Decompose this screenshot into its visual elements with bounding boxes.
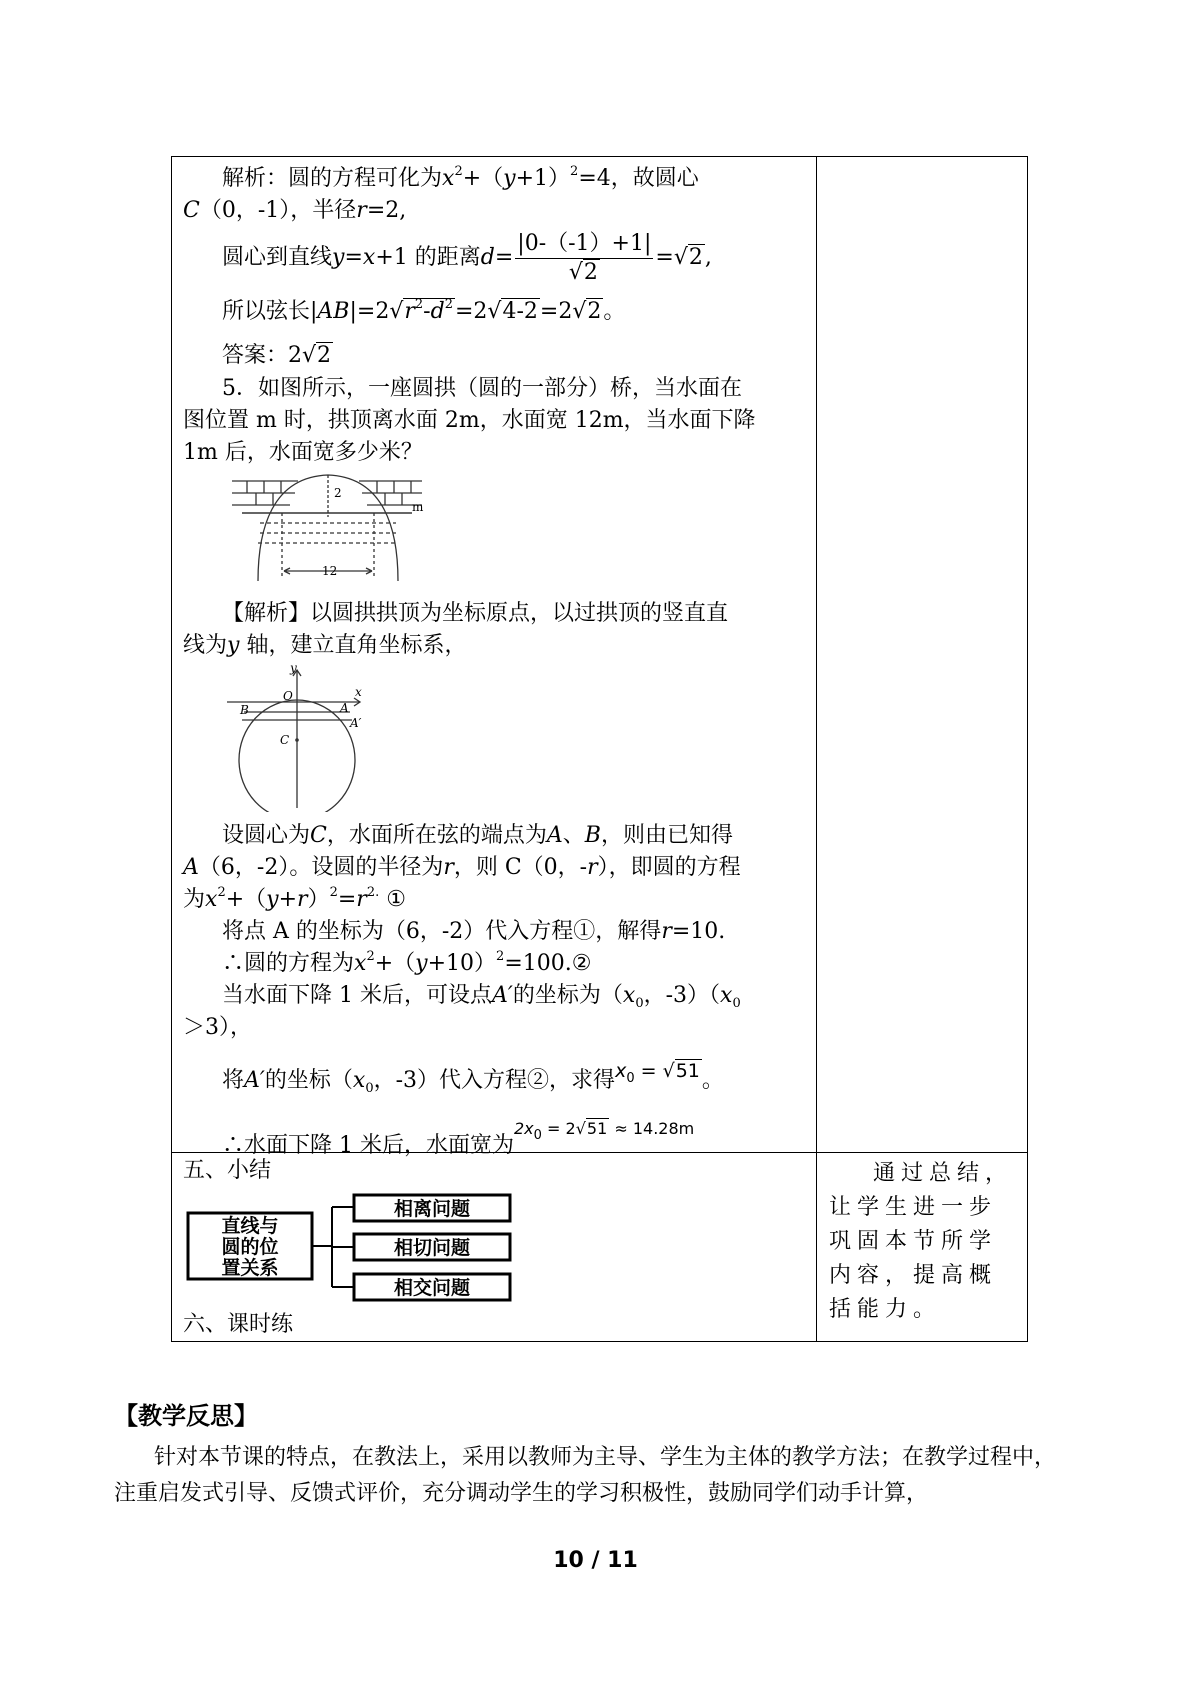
solution-5-line-2: 线为y 轴，建立直角坐标系， <box>183 633 467 658</box>
svg-text:C: C <box>280 733 290 747</box>
problem-5-line-3: 1m 后，水面宽多少米？ <box>183 440 423 465</box>
solution-5-step-7: ＞3）， <box>183 1015 252 1040</box>
solution-5-step-2: A（6，-2）。设圆的半径为r，则 C（0，-r），即圆的方程 <box>183 855 741 880</box>
lesson-table <box>171 156 1028 1342</box>
svg-text:相切问题: 相切问题 <box>393 1237 471 1259</box>
solution-5-step-5: ∴圆的方程为$x^2+(y+10)^2=100.②$ <box>222 949 592 976</box>
solution-5-step-4: 将点 A 的坐标为（6，-2）代入方程①，解得r=10. <box>222 919 726 944</box>
svg-text:x: x <box>355 685 362 699</box>
answer-line: 答案：2√2 <box>222 343 332 368</box>
coordinate-circle-figure <box>172 662 812 812</box>
svg-text:O: O <box>283 689 293 703</box>
svg-text:12: 12 <box>322 564 338 578</box>
solution-5-line-1: 【解析】以圆拱拱顶为坐标原点，以过拱顶的竖直直 <box>222 601 729 626</box>
summary-diagram <box>172 1187 812 1307</box>
svg-text:y: y <box>290 662 297 675</box>
svg-text:B: B <box>240 703 249 717</box>
svg-text:A: A <box>340 701 349 715</box>
problem-5-line-1: 5．如图所示，一座圆拱（圆的一部分）桥，当水面在 <box>222 376 742 401</box>
practice-title: 六、课时练 <box>183 1312 294 1337</box>
reflection-title: 【教学反思】 <box>114 1402 258 1430</box>
solution-5-step-6: 当水面下降 1 米后，可设点A′的坐标为（$x_0$，$-3)(x_0$ <box>222 983 741 1011</box>
solution-5-step-8: 将A′的坐标（$x_0$，-3）代入方程②，求得$x_0 = √51$。 <box>222 1060 724 1096</box>
distance-line: 圆心到直线y=x+1 的距离d= $\frac{|0-(-1)+1|}{√2}$ =√2, <box>222 230 712 285</box>
side-note-cell <box>817 1153 1028 1342</box>
arch-bridge-figure <box>172 469 812 584</box>
analysis-line-1: 解析：圆的方程可化为$x^2+(y+1)^2=4$，故圆心 <box>222 164 699 191</box>
svg-text:置关系: 置关系 <box>221 1257 279 1279</box>
svg-text:直线与: 直线与 <box>221 1215 279 1237</box>
page-number: 10 / 11 <box>553 1548 638 1573</box>
chord-length-line: 所以弦长$|AB|=2√r^2-d^2=2√4-2=2√2$。 <box>222 297 626 324</box>
solution-5-step-1: 设圆心为C，水面所在弦的端点为A、B，则由已知得 <box>222 823 733 848</box>
svg-text:A′: A′ <box>350 716 362 730</box>
svg-text:圆的位: 圆的位 <box>221 1236 279 1258</box>
svg-text:相交问题: 相交问题 <box>393 1277 471 1299</box>
table-row <box>172 157 1028 1153</box>
svg-text:相离问题: 相离问题 <box>393 1198 471 1220</box>
side-note-cell-empty <box>817 157 1028 1153</box>
analysis-cell <box>172 157 817 1158</box>
problem-5-line-2: 图位置 m 时，拱顶离水面 2m，水面宽 12m，当水面下降 <box>183 408 756 433</box>
solution-5-step-3: 为$x^2+(y+r)^2=r^{2.}$ ① <box>183 885 406 912</box>
solution-5-step-9: ∴水面下降 1 米后，水面宽为$^{2x_0 = 2√51 \approx 14.28m}$ <box>222 1119 695 1158</box>
summary-cell <box>172 1153 817 1342</box>
reflection-text: 针对本节课的特点，在教法上，采用以教师为主导、学生为主体的教学方法；在教学过程中，注重启发式引导、反馈式评价，充分调动学生的学习积极性，鼓励同学们动手计算， <box>114 1445 1057 1506</box>
side-note-text: 通过总结，让学生进一步巩固本节所学内容，提高概括能力。 <box>829 1161 1014 1322</box>
svg-text:2: 2 <box>334 486 342 500</box>
distance-fraction: $\frac{|0-(-1)+1|}{√2}$ <box>517 230 652 285</box>
table-row <box>172 1153 1028 1342</box>
summary-title: 五、小结 <box>183 1158 272 1183</box>
svg-text:m: m <box>412 500 424 514</box>
analysis-line-2: C（0，-1），半径r=2, <box>183 198 407 223</box>
